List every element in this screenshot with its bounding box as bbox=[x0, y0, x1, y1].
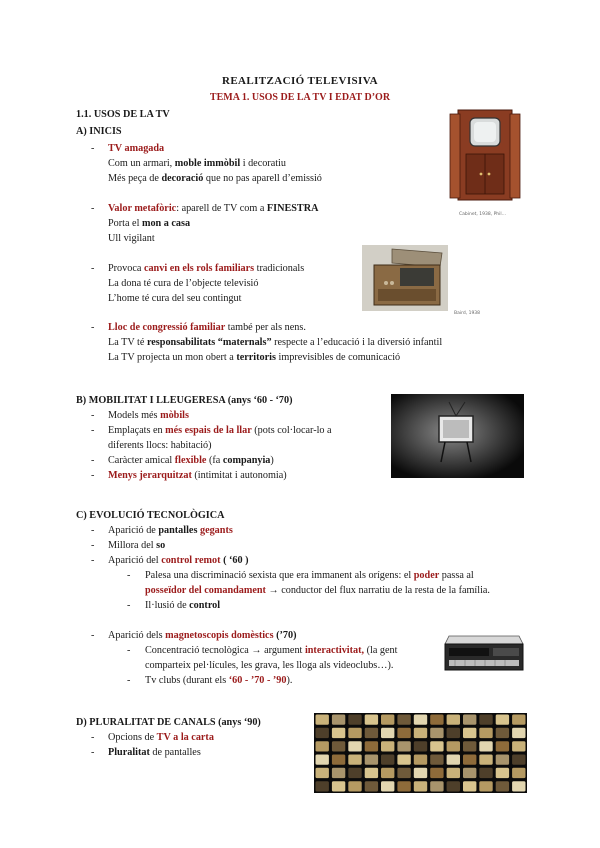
caption-cabinet: Cabinet, 1938, Phil… bbox=[459, 212, 507, 217]
bullet-dash: - bbox=[91, 410, 95, 421]
screen-tile bbox=[316, 755, 329, 765]
bullet-sub: - bbox=[127, 675, 131, 686]
a-item3-line2: L’home té cura del seu contingut bbox=[108, 293, 242, 304]
screen-tile bbox=[512, 728, 525, 738]
text-red: posseïdor del comandament bbox=[145, 585, 266, 596]
screen-tile bbox=[381, 715, 394, 725]
screen-tile bbox=[512, 741, 525, 751]
a-item3-line1: La dona té cura de l’objecte televisió bbox=[108, 278, 259, 289]
text: respecte a l’educació i la diversió infantil bbox=[271, 337, 443, 348]
bullet-dash: - bbox=[91, 143, 95, 154]
screen-tile bbox=[430, 728, 443, 738]
tv-amagada-label: TV amagada bbox=[108, 143, 165, 154]
bw-tv-room-image bbox=[391, 394, 524, 478]
a-item4-line1 bbox=[108, 336, 442, 351]
a-item3-title bbox=[108, 262, 304, 277]
bullet-dash: - bbox=[91, 455, 95, 466]
screen-tile bbox=[348, 728, 361, 738]
text: (fa bbox=[206, 455, 223, 466]
screen-tile bbox=[397, 781, 410, 791]
text: Models més bbox=[108, 410, 161, 421]
section-1-1-heading: 1.1. USOS DE LA TV bbox=[76, 109, 170, 120]
text-bold: FINESTRA bbox=[266, 203, 319, 214]
b-item1 bbox=[108, 409, 189, 424]
b-item4 bbox=[108, 469, 287, 484]
screen-tile bbox=[381, 755, 394, 765]
c-sub2 bbox=[145, 599, 220, 614]
vcr-image bbox=[443, 630, 525, 674]
text: Provoca bbox=[108, 263, 144, 274]
screen-tile bbox=[397, 715, 410, 725]
bullet-dash: - bbox=[91, 732, 95, 743]
text-red: gegants bbox=[199, 525, 233, 536]
document-subtitle: TEMA 1. USOS DE LA TV I EDAT D’OR bbox=[209, 92, 391, 103]
c-sub4 bbox=[145, 674, 292, 689]
screen-tile bbox=[479, 781, 492, 791]
text-red: interactivitat, bbox=[304, 645, 365, 656]
text: Caràcter amical bbox=[108, 455, 175, 466]
text: (intimitat i autonomia) bbox=[191, 470, 287, 481]
screen-tile bbox=[365, 768, 378, 778]
a-item2-line2: Ull vigilant bbox=[108, 233, 155, 244]
bullet-dash: - bbox=[91, 630, 95, 641]
screen-tile bbox=[463, 781, 476, 791]
bullet-dash: - bbox=[91, 540, 95, 551]
cabinet-tv-illustration bbox=[448, 108, 522, 206]
section-b-heading: B) MOBILITAT I LLEUGERESA (anys ‘60 - ‘70) bbox=[76, 395, 293, 406]
text-bold: companyia bbox=[222, 455, 271, 466]
text-bold: territoris bbox=[236, 352, 276, 363]
document-title: REALITZACIÓ TELEVISIVA bbox=[221, 75, 379, 87]
c-item2 bbox=[108, 539, 165, 554]
screen-tile bbox=[496, 728, 509, 738]
c-item3 bbox=[108, 554, 249, 569]
screen-tile bbox=[381, 728, 394, 738]
screen-tile bbox=[348, 781, 361, 791]
text: (pots col·locar-lo a bbox=[251, 425, 332, 436]
section-c-heading: C) EVOLUCIÓ TECNOLÒGICA bbox=[76, 510, 225, 521]
text: de pantalles bbox=[149, 747, 201, 758]
screen-tile bbox=[463, 741, 476, 751]
section-d-heading: D) PLURALITAT DE CANALS (anys ‘90) bbox=[76, 717, 261, 728]
text: passa al bbox=[439, 570, 474, 581]
screen-tile bbox=[479, 715, 492, 725]
text-bold: responsabilitats “maternals” bbox=[146, 337, 272, 348]
a-item1-title bbox=[108, 142, 164, 157]
bullet-dash: - bbox=[91, 263, 95, 274]
screen-tile bbox=[381, 768, 394, 778]
bullet-dash: - bbox=[91, 747, 95, 758]
screen-tile bbox=[365, 741, 378, 751]
c-sub1-cont bbox=[145, 584, 490, 599]
c-sub3-cont: comparteix pel·lícules, les grava, les lloga als videoclubs…). bbox=[145, 660, 394, 671]
text: Concentració tecnològica → argument bbox=[145, 645, 305, 656]
text: ). bbox=[286, 675, 293, 686]
text-red: més espais de la llar bbox=[165, 425, 252, 436]
screen-tile bbox=[365, 781, 378, 791]
text: Com un armari, bbox=[108, 158, 175, 169]
text-bold: moble immòbil bbox=[174, 158, 241, 169]
a-item4-line2 bbox=[108, 351, 400, 366]
text: Més peça de bbox=[108, 173, 162, 184]
text-bold: decoració bbox=[161, 173, 204, 184]
text-red: flexible bbox=[174, 455, 207, 466]
text: (la gent bbox=[364, 645, 398, 656]
text: Opcions de bbox=[108, 732, 157, 743]
screens-grid-image bbox=[314, 713, 527, 793]
text: Il·lusió de bbox=[145, 600, 190, 611]
a-item4-title bbox=[108, 321, 306, 336]
screen-tile bbox=[430, 741, 443, 751]
screen-tile bbox=[365, 755, 378, 765]
screen-tile bbox=[348, 741, 361, 751]
bullet-dash: - bbox=[91, 470, 95, 481]
text: Aparició de bbox=[108, 525, 159, 536]
text: ) bbox=[270, 455, 274, 466]
text: Emplaçats en bbox=[108, 425, 166, 436]
text-red: Lloc de congressió familiar bbox=[108, 322, 226, 333]
screen-tile bbox=[496, 781, 509, 791]
text-red: mòbils bbox=[160, 410, 189, 421]
section-a-heading: A) INICIS bbox=[76, 126, 122, 137]
screen-tile bbox=[414, 741, 427, 751]
text: i decoratiu bbox=[240, 158, 286, 169]
screen-tile bbox=[316, 715, 329, 725]
b-item2 bbox=[108, 424, 380, 439]
a-item2-title bbox=[108, 202, 318, 217]
screen-tile bbox=[496, 755, 509, 765]
text-red: ‘60 - ’70 - ’90 bbox=[228, 675, 287, 686]
screen-tile bbox=[381, 781, 394, 791]
screen-tile bbox=[332, 768, 345, 778]
text: → conductor del flux narratiu de la resta de la família. bbox=[265, 585, 490, 596]
text: Millora del bbox=[108, 540, 157, 551]
d-item2 bbox=[108, 746, 201, 761]
a-item2-line1 bbox=[108, 217, 190, 232]
screen-tile bbox=[316, 768, 329, 778]
screen-tile bbox=[414, 728, 427, 738]
screen-tile bbox=[479, 755, 492, 765]
screen-tile bbox=[512, 781, 525, 791]
text-bold: ( ‘60 ) bbox=[220, 555, 249, 566]
bullet-dash: - bbox=[91, 322, 95, 333]
screen-tile bbox=[512, 715, 525, 725]
screen-tile bbox=[430, 755, 443, 765]
screen-tile bbox=[463, 715, 476, 725]
screen-tile bbox=[348, 755, 361, 765]
text: : aparell de TV com a bbox=[176, 203, 267, 214]
screen-tile bbox=[414, 755, 427, 765]
vintage-tv-image bbox=[362, 245, 448, 311]
screen-tile bbox=[397, 728, 410, 738]
a-item1-line2 bbox=[108, 172, 322, 187]
cabinet-tv-image bbox=[448, 108, 522, 206]
screen-tile bbox=[430, 715, 443, 725]
screen-tile bbox=[332, 728, 345, 738]
bullet-sub: - bbox=[127, 570, 131, 581]
screen-tile bbox=[430, 781, 443, 791]
screen-tile bbox=[316, 728, 329, 738]
screen-tile bbox=[414, 768, 427, 778]
text: Porta el bbox=[108, 218, 142, 229]
screen-tile bbox=[397, 755, 410, 765]
screen-tile bbox=[316, 781, 329, 791]
bullet-dash: - bbox=[91, 555, 95, 566]
text: Aparició del bbox=[108, 555, 162, 566]
screen-tile bbox=[447, 781, 460, 791]
screen-tile bbox=[512, 768, 525, 778]
text: també per als nens. bbox=[225, 322, 306, 333]
screen-tile bbox=[414, 781, 427, 791]
d-item1 bbox=[108, 731, 214, 746]
text: Tv clubs (durant els bbox=[145, 675, 229, 686]
text-bold: control bbox=[189, 600, 221, 611]
text: La TV projecta un mon obert a bbox=[108, 352, 237, 363]
screen-tile bbox=[447, 728, 460, 738]
text: tradicionals bbox=[254, 263, 305, 274]
text-red: control remot bbox=[161, 555, 221, 566]
b-item2-cont: diferents llocs: habitació) bbox=[108, 440, 212, 451]
screen-tile bbox=[512, 755, 525, 765]
text: imprevisibles de comunicació bbox=[275, 352, 401, 363]
text-bold: so bbox=[156, 540, 166, 551]
screen-tile bbox=[463, 728, 476, 738]
screen-tile bbox=[365, 715, 378, 725]
screen-tile bbox=[447, 768, 460, 778]
screen-tile bbox=[496, 768, 509, 778]
c-sub3 bbox=[145, 644, 435, 659]
screen-tile bbox=[316, 741, 329, 751]
screen-tile bbox=[479, 741, 492, 751]
bullet-dash: - bbox=[91, 203, 95, 214]
text: La TV té bbox=[108, 337, 147, 348]
text-bold: (’70) bbox=[273, 630, 297, 641]
text-bold: mon a casa bbox=[141, 218, 191, 229]
screen-tile bbox=[381, 741, 394, 751]
a-item1-line1 bbox=[108, 157, 286, 172]
bullet-dash: - bbox=[91, 525, 95, 536]
bullet-sub: - bbox=[127, 645, 131, 656]
text-red: TV a la carta bbox=[156, 732, 214, 743]
screens-grid-illustration bbox=[314, 713, 527, 793]
screen-tile bbox=[332, 715, 345, 725]
screen-tile bbox=[496, 715, 509, 725]
text-red: Valor metafòric bbox=[108, 203, 177, 214]
screen-tile bbox=[397, 768, 410, 778]
screen-tile bbox=[332, 781, 345, 791]
c-item1 bbox=[108, 524, 233, 539]
vcr-illustration bbox=[443, 630, 525, 674]
c-item4 bbox=[108, 629, 296, 644]
screen-tile bbox=[397, 741, 410, 751]
vintage-tv-illustration bbox=[362, 245, 448, 311]
text-bold: Pluralitat bbox=[108, 747, 150, 758]
screen-tile bbox=[430, 768, 443, 778]
screen-tile bbox=[463, 755, 476, 765]
text: Aparició dels bbox=[108, 630, 166, 641]
screen-tile bbox=[463, 768, 476, 778]
bullet-dash: - bbox=[91, 425, 95, 436]
bw-tv-room-illustration bbox=[391, 394, 524, 478]
b-item3 bbox=[108, 454, 274, 469]
screen-tile bbox=[447, 715, 460, 725]
text-red: magnetoscopis domèstics bbox=[165, 630, 274, 641]
screen-tile bbox=[348, 768, 361, 778]
screen-tile bbox=[332, 755, 345, 765]
screen-tile bbox=[479, 728, 492, 738]
text-red: poder bbox=[413, 570, 440, 581]
caption-vintage: Baird, 1938 bbox=[454, 311, 481, 316]
text-bold: pantalles bbox=[158, 525, 200, 536]
screen-tile bbox=[365, 728, 378, 738]
bullet-sub: - bbox=[127, 600, 131, 611]
text: Palesa una discriminació sexista que era immanent als orígens: el bbox=[145, 570, 414, 581]
screen-tile bbox=[496, 741, 509, 751]
screen-tile bbox=[348, 715, 361, 725]
screen-tile bbox=[414, 715, 427, 725]
screen-tile bbox=[332, 741, 345, 751]
screen-tile bbox=[447, 755, 460, 765]
text-red: canvi en els rols familiars bbox=[143, 263, 255, 274]
screen-tile bbox=[479, 768, 492, 778]
text-red: Menys jerarquitzat bbox=[108, 470, 192, 481]
text: que no pas aparell d’emissió bbox=[203, 173, 322, 184]
screen-tile bbox=[447, 741, 460, 751]
c-sub1 bbox=[145, 569, 526, 584]
